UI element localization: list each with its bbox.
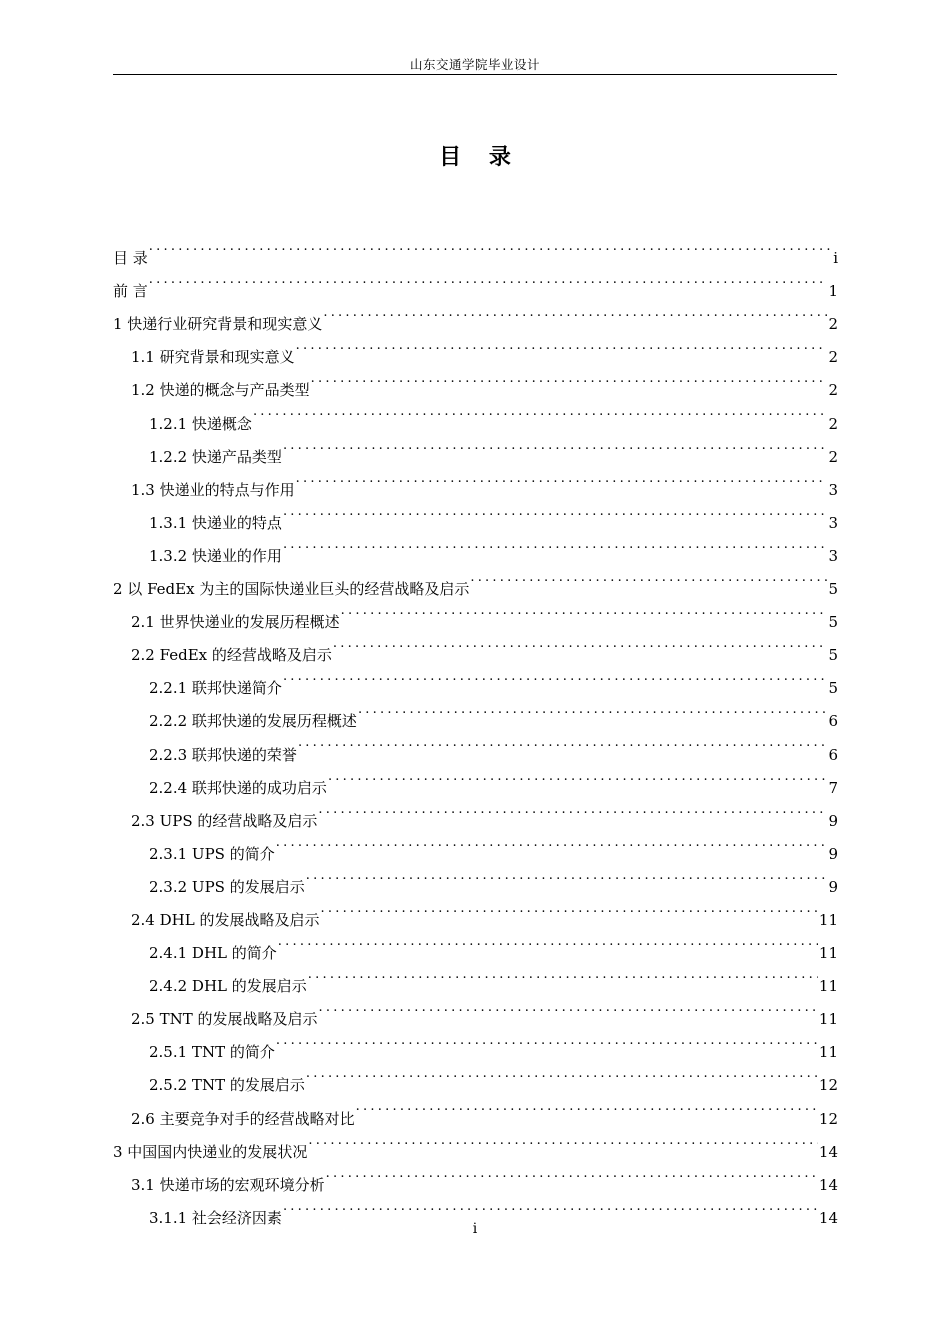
toc-entry-label: 2.2.3 联邦快递的荣誉 <box>149 745 297 764</box>
toc-entry-page: 14 <box>818 1208 838 1227</box>
toc-entry-label: 目 录 <box>113 249 148 268</box>
toc-entry-page: 1 <box>828 282 838 301</box>
toc-entry-page: 7 <box>828 778 838 797</box>
toc-entry-page: 2 <box>828 315 838 334</box>
toc-entry[interactable] <box>113 230 838 268</box>
toc-entry-page: 6 <box>828 712 838 731</box>
toc-entry-label: 1.2 快递的概念与产品类型 <box>131 381 310 400</box>
toc-entry-page: 5 <box>828 646 838 665</box>
dot-leader <box>278 925 818 958</box>
dot-leader <box>149 230 832 263</box>
dot-leader <box>296 462 828 495</box>
toc-entry-page: 11 <box>818 910 838 929</box>
toc-entry-page: 9 <box>828 877 838 896</box>
table-of-contents <box>113 230 838 1227</box>
dot-leader <box>283 495 828 528</box>
toc-entry-page: 14 <box>818 1142 838 1161</box>
toc-entry-page: i <box>833 249 838 268</box>
dot-leader <box>358 693 828 726</box>
toc-entry-page: 3 <box>828 513 838 532</box>
dot-leader <box>283 660 828 693</box>
dot-leader <box>298 726 828 759</box>
page-title: 目 录 <box>439 145 521 170</box>
toc-entry-label: 1.1 研究背景和现实意义 <box>131 348 295 367</box>
header-rule <box>113 74 837 75</box>
toc-entry-label: 2.6 主要竞争对手的经营战略对比 <box>131 1109 355 1128</box>
toc-entry-label: 2.5.2 TNT 的发展启示 <box>149 1076 305 1095</box>
dot-leader <box>308 1124 818 1157</box>
dot-leader <box>276 1024 818 1057</box>
toc-entry-label: 2.4.1 DHL 的简介 <box>149 944 277 963</box>
dot-leader <box>320 892 817 925</box>
toc-entry-label: 2.5.1 TNT 的简介 <box>149 1043 275 1062</box>
toc-entry-label: 2.2.2 联邦快递的发展历程概述 <box>149 712 357 731</box>
toc-entry-page: 12 <box>818 1076 838 1095</box>
dot-leader <box>283 528 828 561</box>
toc-entry-label: 2.3 UPS 的经营战略及启示 <box>131 811 318 830</box>
toc-entry-page: 5 <box>828 613 838 632</box>
dot-leader <box>333 627 828 660</box>
dot-leader <box>326 1157 818 1190</box>
dot-leader <box>253 395 828 428</box>
footer-page-number: i <box>472 1221 478 1237</box>
dot-leader <box>306 1057 818 1090</box>
dot-leader <box>276 826 828 859</box>
toc-entry-page: 5 <box>828 679 838 698</box>
toc-entry-label: 2.5 TNT 的发展战略及启示 <box>131 1010 318 1029</box>
toc-entry-label: 3.1 快递市场的宏观环境分析 <box>131 1175 325 1194</box>
dot-leader <box>356 1090 818 1123</box>
toc-entry-label: 1.2.1 快递概念 <box>149 414 252 433</box>
toc-entry-label: 1 快递行业研究背景和现实意义 <box>113 315 323 334</box>
toc-entry-page: 9 <box>828 811 838 830</box>
toc-entry-label: 2.4 DHL 的发展战略及启示 <box>131 910 320 929</box>
toc-entry-label: 2.3.1 UPS 的简介 <box>149 844 275 863</box>
running-header: 山东交通学院毕业设计 <box>409 57 540 72</box>
toc-entry-label: 1.3.2 快递业的作用 <box>149 546 282 565</box>
dot-leader <box>296 329 828 362</box>
toc-entry-page: 11 <box>818 1043 838 1062</box>
toc-entry-page: 14 <box>818 1175 838 1194</box>
dot-leader <box>283 1190 818 1223</box>
toc-entry[interactable] <box>113 263 838 301</box>
toc-entry-label: 2.2.1 联邦快递简介 <box>149 679 282 698</box>
dot-leader <box>318 793 827 826</box>
dot-leader <box>341 594 828 627</box>
toc-entry-label: 1.2.2 快递产品类型 <box>149 447 282 466</box>
toc-entry-page: 2 <box>828 447 838 466</box>
toc-entry-page: 9 <box>828 844 838 863</box>
toc-entry[interactable] <box>113 296 838 334</box>
dot-leader <box>328 760 828 793</box>
toc-entry-page: 5 <box>828 580 838 599</box>
toc-entry-label: 2.3.2 UPS 的发展启示 <box>149 877 305 896</box>
toc-entry-page: 6 <box>828 745 838 764</box>
toc-entry-label: 2.2.4 联邦快递的成功启示 <box>149 778 327 797</box>
toc-entry-page: 2 <box>828 414 838 433</box>
toc-entry-label: 3 中国国内快递业的发展状况 <box>113 1142 308 1161</box>
dot-leader <box>323 296 827 329</box>
toc-entry-label: 1.3 快递业的特点与作用 <box>131 480 295 499</box>
dot-leader <box>306 859 828 892</box>
toc-entry-label: 3.1.1 社会经济因素 <box>149 1208 282 1227</box>
toc-entry-label: 前 言 <box>113 282 148 301</box>
dot-leader <box>311 362 828 395</box>
toc-entry-label: 2.4.2 DHL 的发展启示 <box>149 977 307 996</box>
dot-leader <box>470 561 827 594</box>
toc-entry-page: 11 <box>818 977 838 996</box>
dot-leader <box>319 991 818 1024</box>
dot-leader <box>308 958 818 991</box>
toc-entry-label: 2 以 FedEx 为主的国际快递业巨头的经营战略及启示 <box>113 580 470 599</box>
toc-entry-page: 2 <box>828 348 838 367</box>
toc-entry-label: 1.3.1 快递业的特点 <box>149 513 282 532</box>
toc-entry-page: 3 <box>828 546 838 565</box>
toc-entry-page: 11 <box>818 1010 838 1029</box>
toc-entry-label: 2.1 世界快递业的发展历程概述 <box>131 613 340 632</box>
dot-leader <box>149 263 828 296</box>
toc-entry-page: 12 <box>818 1109 838 1128</box>
toc-entry-page: 11 <box>818 944 838 963</box>
toc-entry-page: 3 <box>828 480 838 499</box>
dot-leader <box>283 429 828 462</box>
toc-entry-label: 2.2 FedEx 的经营战略及启示 <box>131 646 332 665</box>
toc-entry-page: 2 <box>828 381 838 400</box>
